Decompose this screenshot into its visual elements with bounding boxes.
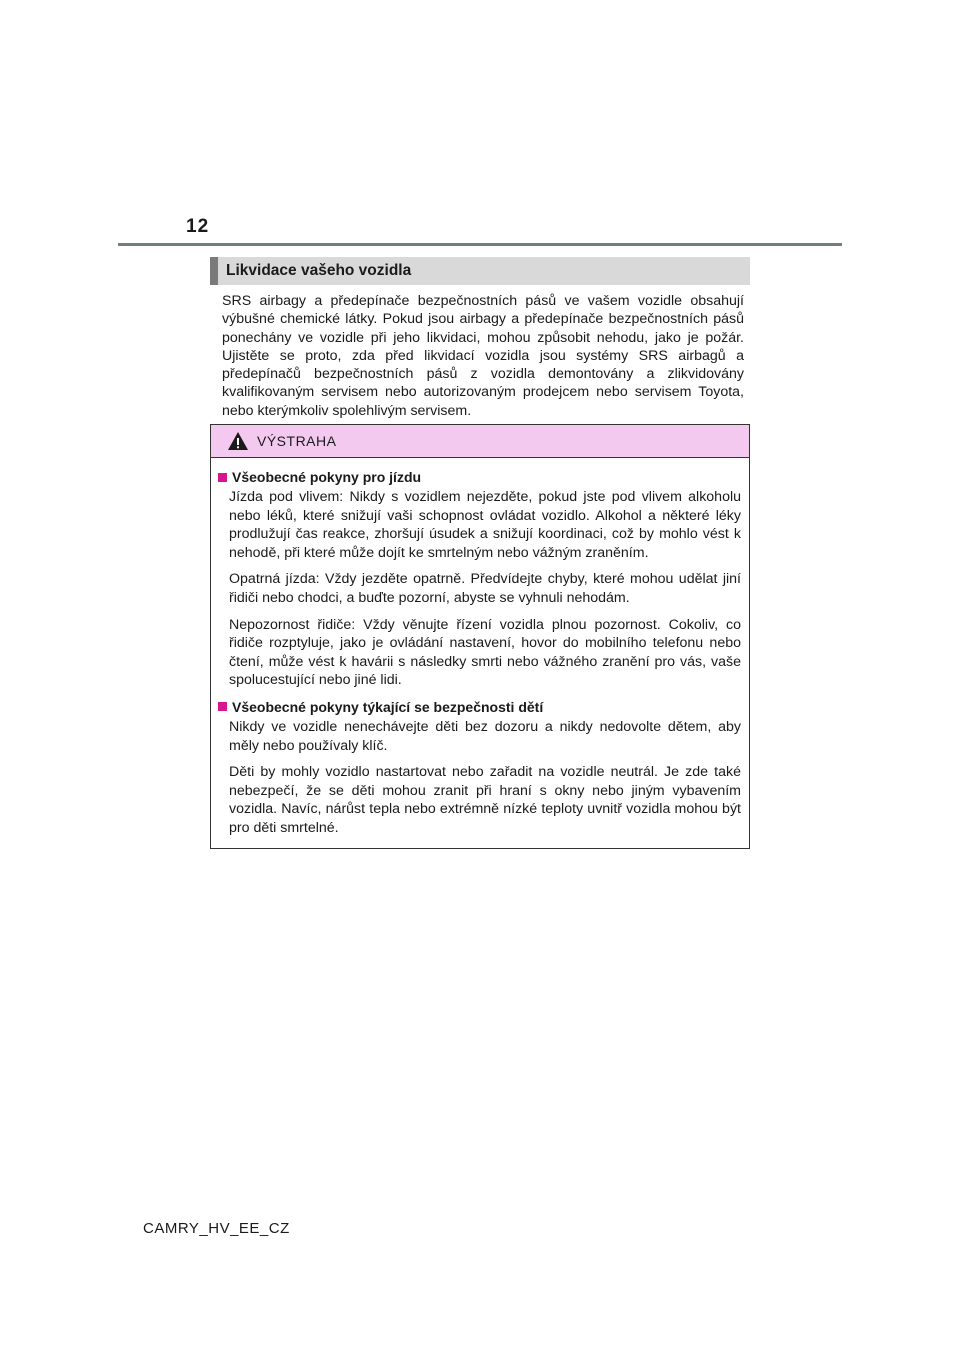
square-bullet-icon xyxy=(218,473,227,482)
warning-paragraph: Jízda pod vlivem: Nikdy s vozidlem nejezděte, pokud jste pod vlivem alkoholu nebo léků, které snižují vaši schopnost ovládat vozidlo. Alkohol a některé léky prodlužují čas reakce, zhoršují úsudek a snižují koordinaci, což by mohlo vést k nehodě, při které může dojít ke smrtelným nebo vážným zraněním. xyxy=(229,489,741,561)
warning-header xyxy=(211,425,749,458)
square-bullet-icon xyxy=(218,702,227,711)
warning-subheading-driving xyxy=(218,468,741,486)
warning-paragraph: Opatrná jízda: Vždy jezděte opatrně. Předvídejte chyby, které mohou udělat jiní řidiči nebo chodci, a buďte pozorní, abyste se vyhnuli nehodám. xyxy=(229,571,741,606)
page-number: 12 xyxy=(186,216,210,237)
intro-paragraph: SRS airbagy a předepínače bezpečnostních pásů ve vašem vozidle obsahují výbušné chemické látky. Pokud jsou airbagy a předepínače bezpečnostních pásů ponechány ve vozidle při jeho likvidaci, mohou způsobit nehodu, jako je požár. Ujistěte se proto, zda před likvidací vozidla jsou systémy SRS airbagů a předepínačů bezpečnostních pásů z vozidla demontovány a zlikvidovány kvalifikovaným servisem nebo autorizovaným prodejcem nebo servisem Toyota, nebo kterýmkoliv spolehlivým servisem. xyxy=(222,293,744,419)
warning-triangle-icon xyxy=(227,431,249,451)
warning-paragraph: Nepozornost řidiče: Vždy věnujte řízení vozidla plnou pozornost. Cokoliv, co řidiče rozptyluje, jako je ovládání nastavení, hovor do mobilního telefonu nebo čtení, může vést k havárii s následky smrti nebo vážného zranění pro vás, vaše spolucestující nebo jiné lidi. xyxy=(229,616,741,689)
warning-box xyxy=(210,424,750,849)
subheading-text: Všeobecné pokyny pro jízdu xyxy=(232,469,422,485)
subheading-text: Všeobecné pokyny týkající se bezpečnosti dětí xyxy=(232,698,544,715)
header-rule xyxy=(118,243,842,246)
section-heading xyxy=(210,257,750,285)
warning-paragraph: Nikdy ve vozidle nenechávejte děti bez dozoru a nikdy nedovolte dětem, aby měly nebo používaly klíč. xyxy=(229,718,741,754)
document-code: CAMRY_HV_EE_CZ xyxy=(143,1220,290,1237)
warning-body xyxy=(211,458,749,838)
warning-title: VÝSTRAHA xyxy=(257,433,337,449)
section-title: Likvidace vašeho vozidla xyxy=(226,262,412,279)
warning-paragraph: Děti by mohly vozidlo nastartovat nebo zařadit na vozidle neutrál. Je zde také nebezpečí, že se děti mohou zranit při hraní s okny nebo jiným vybavením vozidla. Navíc, nárůst tepla nebo extrémně nízké teploty uvnitř vozidla mohou být pro děti smrtelné. xyxy=(229,764,741,836)
warning-subheading-child-safety xyxy=(218,698,741,716)
